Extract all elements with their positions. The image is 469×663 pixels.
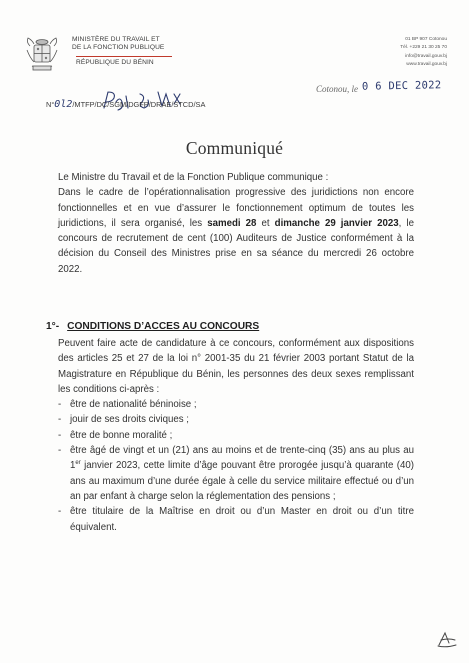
main-paragraph-part2: et: [256, 217, 275, 229]
section-title: CONDITIONS D’ACCES AU CONCOURS: [67, 321, 260, 332]
section-heading: [46, 321, 259, 332]
condition-civic-rights: jouir de ses droits civiques ;: [70, 414, 189, 426]
list-item: [58, 397, 414, 412]
date-sunday: dimanche 29 janvier 2023: [274, 217, 399, 229]
bullet-dash: -: [58, 429, 62, 441]
main-paragraph-part3: , le concours de recrutement de cent (100) Auditeurs de Justice conformément à la décision du Conseil des Ministres prise en sa séance du mercredi 26 octobre 2022.: [58, 217, 414, 275]
communique-body: [58, 170, 414, 277]
ordinal-superscript: er: [75, 460, 81, 467]
ministry-header: [72, 36, 192, 67]
page-title: Communiqué: [185, 138, 284, 158]
main-paragraph-part1: Dans le cadre de l’opérationnalisation progressive des juridictions non encore fonctionnelles et en vue d’assurer le fonctionnement optimum de toutes les juridictions, il sera organisé, les: [58, 187, 414, 229]
contact-phone: Tél. +229 21 30 25 70: [400, 45, 447, 51]
list-item: [58, 412, 414, 427]
condition-age-part2: janvier 2023, cette limite d’âge pouvant être prorogée jusqu’à quarante (40) ans au maximum d’une durée égale à celle du service militaire effectué ou d’un an par enfant à charge selon la réglementation des pensions ;: [70, 460, 414, 502]
bullet-dash: -: [58, 506, 62, 518]
bullet-dash: -: [58, 414, 62, 426]
contact-email: info@travail.gouv.bj: [405, 53, 447, 59]
date-stamp: 0 6 DEC 2022: [361, 79, 442, 93]
intro-sentence: Le Ministre du Travail et de la Fonction Publique communique :: [58, 172, 329, 183]
condition-nationality: être de nationalité béninoise ;: [70, 399, 197, 411]
conditions-list: [58, 397, 414, 535]
red-divider: [76, 56, 172, 57]
bullet-dash: -: [58, 445, 62, 457]
list-item: [58, 504, 414, 535]
reference-handwritten-number: 0l2: [54, 99, 73, 110]
condition-degree: être titulaire de la Maîtrise en droit ou d’un Master en droit ou d’un titre équivalent.: [70, 506, 414, 533]
list-item: [58, 443, 414, 504]
contact-address: 01 BP 907 Cotonou: [405, 37, 447, 42]
reference-suffix: /MTFP/DC/SGM/DGFP/DRAE/STCD/SA: [72, 100, 206, 109]
main-paragraph: [58, 185, 414, 277]
conditions-intro: Peuvent faire acte de candidature à ce concours, conformément aux dispositions des articles 25 et 27 de la loi n° 2001-35 du 21 février 2003 portant Statut de la Magistrature en République du Bénin, les personnes des deux sexes remplissant les conditions ci-après :: [58, 338, 414, 395]
reference-prefix: N°: [46, 100, 55, 109]
condition-morality: être de bonne moralité ;: [70, 429, 173, 441]
contact-info: [357, 36, 447, 69]
condition-age-part1: être âgé de vingt et un (21) ans au moins et de trente-cinq (35) ans au plus au 1: [70, 445, 414, 472]
bullet-dash: -: [58, 399, 62, 411]
ministry-name-line1: MINISTÈRE DU TRAVAIL ET: [72, 36, 160, 43]
list-item: [58, 428, 414, 443]
date-saturday: samedi 28: [207, 217, 257, 229]
handwritten-initials-mark: [436, 630, 458, 648]
coat-of-arms-emblem: [22, 36, 62, 76]
section-body: [58, 336, 414, 535]
contact-website: www.travail.gouv.bj: [406, 61, 447, 67]
section-number: 1°-: [46, 321, 60, 332]
reference-number: [46, 99, 205, 110]
country-name: RÉPUBLIQUE DU BÉNIN: [76, 58, 154, 66]
ministry-name-line2: DE LA FONCTION PUBLIQUE: [72, 44, 165, 52]
place-label: Cotonou, le: [316, 84, 358, 94]
